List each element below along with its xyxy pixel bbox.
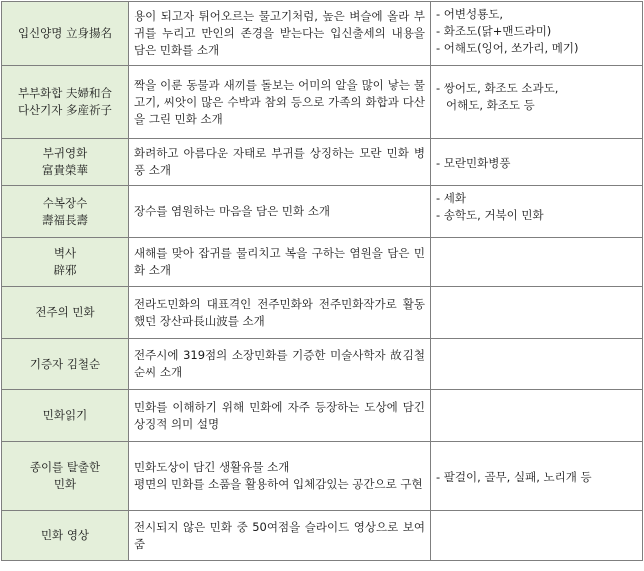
table-row	[2, 139, 643, 186]
item-line: - 송학도, 거북이 민화	[436, 208, 544, 222]
item-line: - 세화	[436, 191, 467, 205]
table-row	[2, 511, 643, 561]
description-cell	[129, 139, 431, 186]
description-line: 전주시에 319점의 소장민화를 기증한 미술사학자 故김철순씨 소개	[134, 348, 425, 379]
item-line: - 어변성룡도,	[436, 7, 504, 21]
item-line: - 화조도(닭+맨드라미)	[436, 24, 552, 38]
table-row	[2, 2, 643, 66]
items-cell	[431, 339, 643, 390]
topic-line: 입신양명 立身揚名	[17, 26, 113, 40]
topic-line: 辟邪	[53, 263, 77, 277]
description-line: 용이 되고자 튀어오르는 물고기처럼, 높은 벼슬에 올라 부귀를 누리고 만인의 존경을 받는다는 입신출세의 내용을 담은 민화를 소개	[134, 9, 425, 57]
description-line: 화려하고 아름다운 자태로 부귀를 상징하는 모란 민화 병풍 소개	[134, 146, 425, 177]
topic-line: 기증자 김철순	[29, 356, 101, 371]
item-line: - 어해도(잉어, 쏘가리, 메기)	[436, 41, 579, 55]
topic-line: 민화읽기	[42, 408, 88, 422]
description-cell	[129, 66, 431, 139]
topic-cell	[2, 186, 129, 238]
description-cell	[129, 287, 431, 339]
topic-line: 벽사	[53, 246, 77, 260]
items-cell	[431, 66, 643, 139]
description-cell	[129, 442, 431, 511]
item-line: - 쌍어도, 화조도 소과도,	[436, 81, 559, 95]
topic-line: 민화	[53, 477, 77, 491]
description-line: 전시되지 않은 민화 중 50여점을 슬라이드 영상으로 보여줌	[134, 519, 425, 551]
description-line: 전라도민화의 대표격인 전주민화와 전주민화작가로 활동했던 장산파長山波를 소개	[134, 296, 425, 328]
topic-cell	[2, 511, 129, 561]
table-row	[2, 339, 643, 390]
description-line: 평면의 민화를 소품을 활용하여 입체감있는 공간으로 구현	[134, 477, 423, 491]
exhibit-table	[1, 1, 643, 561]
description-line: 민화를 이해하기 위해 민화에 자주 등장하는 도상에 담긴 상징적 의미 설명	[134, 399, 425, 431]
topic-cell	[2, 2, 129, 66]
topic-cell	[2, 442, 129, 511]
item-line: - 모란민화병풍	[436, 155, 511, 170]
topic-line: 부부화합 夫婦和合	[17, 86, 113, 100]
topic-cell	[2, 139, 129, 186]
table-row	[2, 66, 643, 139]
items-cell	[431, 186, 643, 238]
table-row	[2, 442, 643, 511]
items-cell	[431, 238, 643, 287]
items-cell	[431, 442, 643, 511]
description-cell	[129, 238, 431, 287]
description-cell	[129, 390, 431, 442]
topic-line: 부귀영화	[42, 146, 88, 160]
topic-cell	[2, 287, 129, 339]
items-cell	[431, 390, 643, 442]
table-row	[2, 287, 643, 339]
topic-line: 전주의 민화	[35, 305, 95, 319]
exhibit-table-body	[2, 2, 643, 561]
topic-cell	[2, 66, 129, 139]
topic-line: 종이를 탈출한	[29, 460, 101, 474]
description-cell	[129, 2, 431, 66]
items-cell	[431, 511, 643, 561]
topic-line: 다산기자 多産祈子	[17, 103, 113, 117]
item-line: 어해도, 화조도 등	[446, 98, 535, 112]
item-line: - 팔걸이, 골무, 실패, 노리개 등	[436, 469, 592, 484]
description-line: 장수를 염원하는 마음을 담은 민화 소개	[134, 204, 331, 218]
topic-cell	[2, 390, 129, 442]
description-cell	[129, 186, 431, 238]
items-cell	[431, 139, 643, 186]
table-row	[2, 238, 643, 287]
description-line: 짝을 이룬 동물과 새끼를 돌보는 어미의 알을 많이 낳는 물고기, 씨앗이 많은 수박과 참외 등으로 가족의 화합과 다산을 그린 민화 소개	[134, 77, 425, 126]
topic-cell	[2, 339, 129, 390]
topic-line: 富貴榮華	[42, 163, 88, 177]
topic-cell	[2, 238, 129, 287]
items-cell	[431, 287, 643, 339]
topic-line: 민화 영상	[40, 528, 90, 542]
description-line: 민화도상이 담긴 생활유물 소개	[134, 460, 290, 474]
description-line: 새해를 맞아 잡귀를 물리치고 복을 구하는 염원을 담은 민화 소개	[134, 246, 425, 277]
table-row	[2, 390, 643, 442]
description-cell	[129, 339, 431, 390]
description-cell	[129, 511, 431, 561]
topic-line: 壽福長壽	[42, 212, 88, 227]
topic-line: 수복장수	[42, 195, 88, 210]
table-row	[2, 186, 643, 238]
items-cell	[431, 2, 643, 66]
